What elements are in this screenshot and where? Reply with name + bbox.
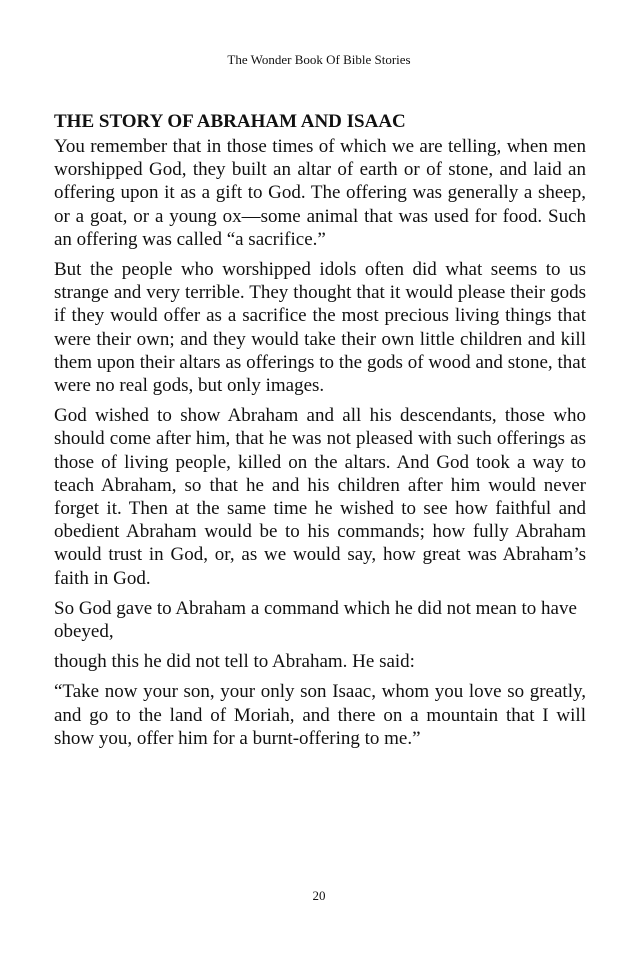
page-body	[54, 110, 586, 757]
paragraph-5: though this he did not tell to Abraham. He said:	[54, 651, 415, 673]
running-head-title: The Wonder Book Of Bible Stories	[227, 52, 411, 67]
paragraph-2: But the people who worshipped idols often did what seems to us strange and very terrible. They thought that it would please their gods if they would offer as a sacrifice the most precious living things that were their own; and they would take their own little children and kill them upon their altars as offerings to the gods of wood and stone, that were no real gods, but only images.	[54, 259, 586, 397]
chapter-title: THE STORY OF ABRAHAM AND ISAAC	[54, 111, 406, 132]
paragraph-4: So God gave to Abraham a command which he did not mean to have obeyed,	[54, 597, 577, 643]
paragraph-6: “Take now your son, your only son Isaac, whom you love so greatly, and go to the land of Moriah, and there on a mountain that I will show you, offer him for a burnt-offering to me.”	[54, 681, 586, 749]
paragraph-3: God wished to show Abraham and all his descendants, those who should come after him, that he was not pleased with such offerings as those of living people, killed on the altars. And God took a way to teach Abraham, so that he and his children after him would never forget it. Then at the same time he wished to see how faithful and obedient Abraham would be to his commands; how fully Abraham would trust in God, or, as we would say, how great was Abraham’s faith in God.	[54, 405, 586, 589]
page-number: 20	[312, 888, 326, 903]
paragraph-1: You remember that in those times of which we are telling, when men worshipped God, they built an altar of earth or of stone, and laid an offering upon it as a gift to God. The offering was generally a sheep, or a goat, or a young ox—some animal that was used for food. Such an offering was called “a sacrifice.”	[54, 136, 586, 250]
